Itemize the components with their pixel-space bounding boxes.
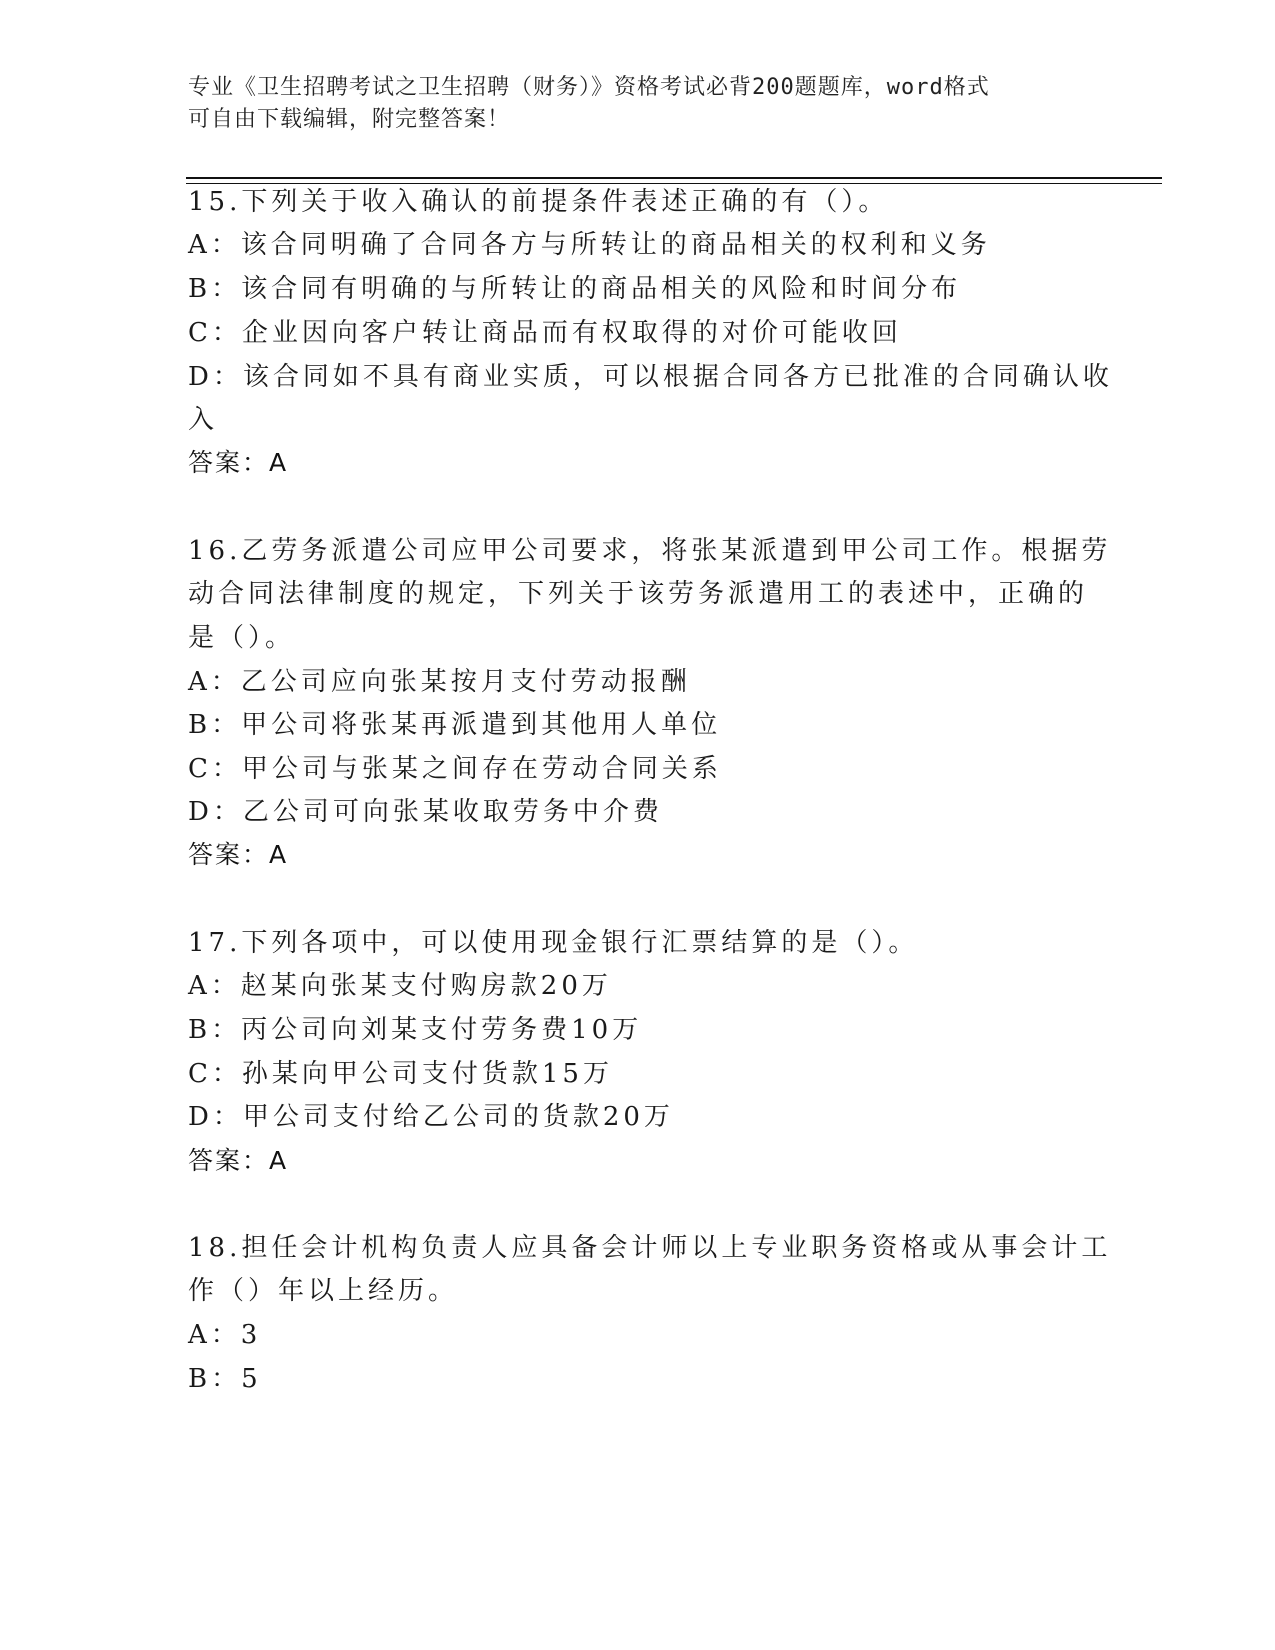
- question-16-option-a: A：乙公司应向张某按月支付劳动报酬: [188, 667, 691, 697]
- question-16-option-d: D：乙公司可向张某收取劳务中介费: [188, 797, 663, 827]
- question-16-stem-line-1: 16.乙劳务派遣公司应甲公司要求，将张某派遣到甲公司工作。根据劳: [188, 536, 1112, 566]
- header-divider-thick: [186, 177, 1162, 179]
- document-header: [188, 72, 1088, 136]
- question-15-option-d-line-1: D：该合同如不具有商业实质，可以根据合同各方已批准的合同确认收: [188, 362, 1113, 392]
- question-17-option-b: B：丙公司向刘某支付劳务费10万: [188, 1015, 643, 1045]
- question-17-stem-line-1: 17.下列各项中，可以使用现金银行汇票结算的是（）。: [188, 928, 919, 958]
- question-16-option-c: C：甲公司与张某之间存在劳动合同关系: [188, 754, 722, 784]
- question-15-answer: 答案：A: [188, 448, 289, 477]
- question-16-stem-line-2: 动合同法律制度的规定，下列关于该劳务派遣用工的表述中，正确的: [188, 579, 1089, 609]
- question-17-option-d: D：甲公司支付给乙公司的货款20万: [188, 1102, 674, 1132]
- question-16-stem-line-3: 是（）。: [188, 623, 296, 653]
- question-18-option-a: A：3: [188, 1320, 262, 1350]
- question-15-option-a: A：该合同明确了合同各方与所转让的商品相关的权利和义务: [188, 230, 991, 260]
- question-15-stem-line-1: 15.下列关于收入确认的前提条件表述正确的有（）。: [188, 187, 889, 217]
- question-15-option-b: B：该合同有明确的与所转让的商品相关的风险和时间分布: [188, 274, 962, 304]
- question-16-answer: 答案：A: [188, 840, 289, 869]
- question-17-option-c: C：孙某向甲公司支付货款15万: [188, 1059, 613, 1089]
- question-18-option-b: B：5: [188, 1364, 262, 1394]
- question-17-option-a: A：赵某向张某支付购房款20万: [188, 971, 612, 1001]
- question-17-answer: 答案：A: [188, 1146, 289, 1175]
- header-line-1: 专业《卫生招聘考试之卫生招聘（财务）》资格考试必背200题题库，word格式: [188, 75, 990, 100]
- question-15-option-c: C：企业因向客户转让商品而有权取得的对价可能收回: [188, 318, 902, 348]
- header-line-2: 可自由下载编辑，附完整答案！: [188, 107, 511, 132]
- question-16-option-b: B：甲公司将张某再派遣到其他用人单位: [188, 710, 722, 740]
- question-18-stem-line-1: 18.担任会计机构负责人应具备会计师以上专业职务资格或从事会计工: [188, 1233, 1112, 1263]
- question-18-stem-line-2: 作（）年以上经历。: [188, 1276, 459, 1306]
- question-15-option-d-line-2: 入: [188, 405, 219, 435]
